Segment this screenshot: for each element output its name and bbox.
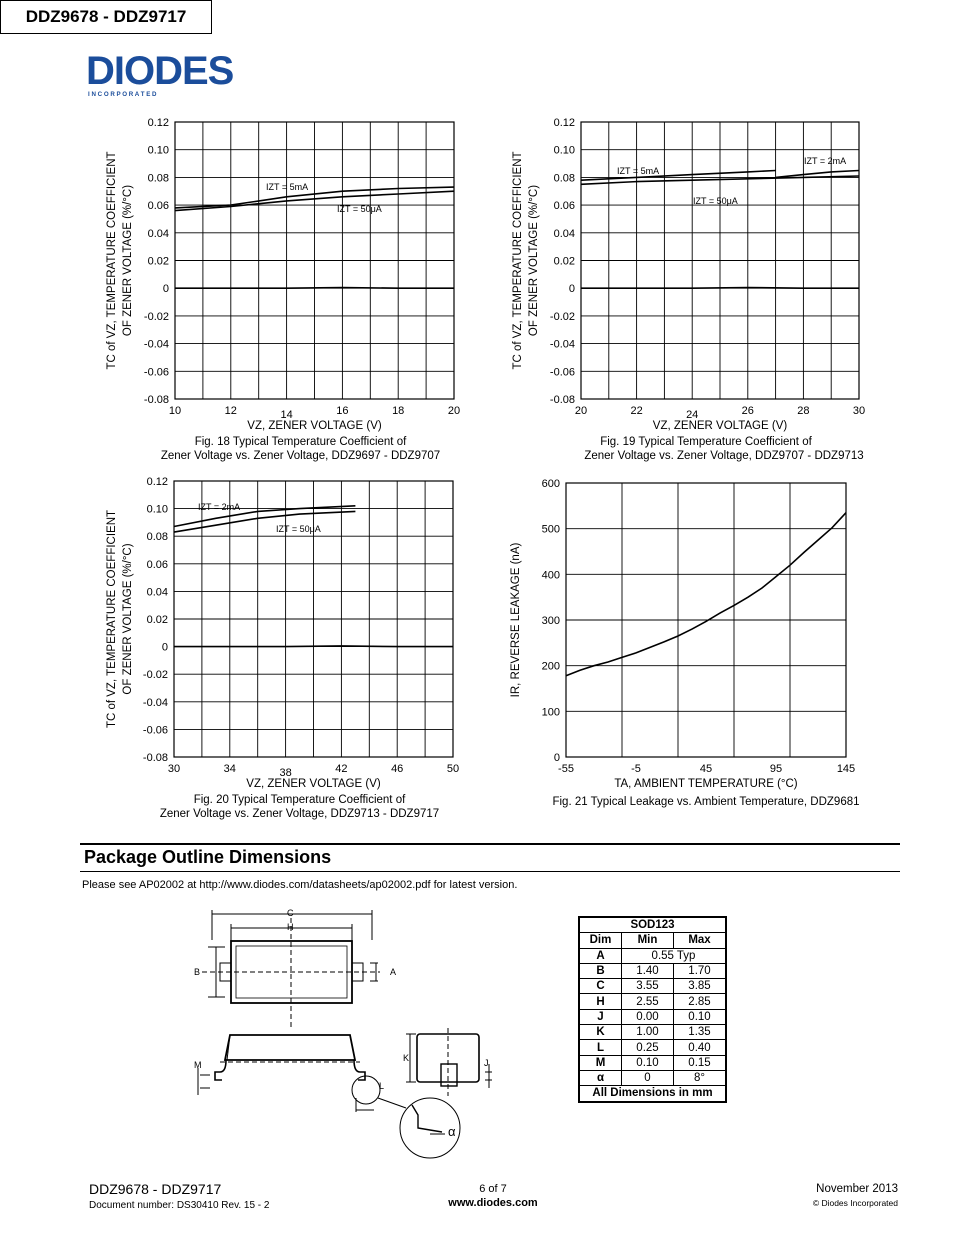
chart-ytick-label: 100 <box>541 706 560 719</box>
table-cell-max: 0.10 <box>674 1009 727 1024</box>
chart-ylabel-line1: TC of VZ, TEMPERATURE COEFFICIENT <box>512 151 524 370</box>
chart-xtick-label: 30 <box>167 763 181 775</box>
chart-ylabel-line1: TC of VZ, TEMPERATURE COEFFICIENT <box>106 509 118 729</box>
chart-ytick-label: 300 <box>541 615 560 627</box>
table-row <box>579 994 726 1009</box>
table-cell-dim: J <box>579 1009 622 1024</box>
chart-ytick-label: 0.04 <box>147 227 169 240</box>
table-cell-dim: L <box>579 1040 622 1055</box>
table-header-min: Min <box>622 933 674 948</box>
chart-ytick-label: 0.04 <box>553 227 575 240</box>
table-row <box>579 948 726 963</box>
package-drawing <box>180 900 510 1170</box>
chart-ylabel-line2: OF ZENER VOLTAGE (%/°C) <box>122 184 134 337</box>
chart-xtick-label: 95 <box>769 763 783 775</box>
table-cell-min: 0.25 <box>622 1040 674 1055</box>
chart-ytick-label: 0.10 <box>147 144 169 157</box>
chart-ytick-label: -0.08 <box>549 394 575 406</box>
chart-xtick-label: -55 <box>558 763 574 775</box>
chart-xtick-label: 20 <box>447 405 461 417</box>
chart-xtick-label: 22 <box>630 405 643 417</box>
chart-ytick-label: -0.06 <box>549 366 575 379</box>
chart-series-line <box>566 513 846 676</box>
logo-subtext: I N C O R P O R A T E D <box>88 91 157 98</box>
section-rule-top <box>80 843 900 845</box>
table-cell-dim: C <box>579 979 622 994</box>
part-range-box: DDZ9678 - DDZ9717 <box>0 0 212 34</box>
dim-m-label: M <box>194 1060 202 1070</box>
footer-copyright: © Diodes Incorporated <box>812 1198 898 1208</box>
table-cell-max: 0.40 <box>674 1040 727 1055</box>
chart-ytick-label: 0 <box>162 283 169 296</box>
footer-part: DDZ9678 - DDZ9717 <box>89 1181 222 1197</box>
table-header-dim: Dim <box>579 933 622 948</box>
table-cell-min: 2.55 <box>622 994 674 1009</box>
footer-docnum: Document number: DS30410 Rev. 15 - 2 <box>89 1200 270 1211</box>
footer-date: November 2013 <box>816 1183 898 1195</box>
table-row <box>579 1025 726 1040</box>
chart-ytick-label: 0.06 <box>553 200 575 213</box>
chart-series-line <box>581 288 859 289</box>
chart-xtick-label: -5 <box>631 763 641 775</box>
chart-xtick-label: 50 <box>446 763 460 775</box>
dim-h-label: H <box>287 922 294 932</box>
chart-ylabel-line2: OF ZENER VOLTAGE (%/°C) <box>122 543 134 695</box>
table-cell-max: 1.70 <box>674 963 727 978</box>
chart-caption-line1: Fig. 21 Typical Leakage vs. Ambient Temperature, DDZ9681 <box>552 796 860 808</box>
table-cell-dim: B <box>579 963 622 978</box>
chart-series-annotation: IZT = 50μA <box>693 196 738 206</box>
chart-xtick-label: 12 <box>224 405 237 417</box>
chart-series-annotation: IZT = 50μA <box>337 204 382 214</box>
chart-ytick-label: -0.02 <box>549 310 575 323</box>
chart-ytick-label: 200 <box>541 660 560 673</box>
chart-ytick-label: 400 <box>541 569 560 582</box>
table-cell-max: 8° <box>674 1070 727 1085</box>
dim-alpha-label: α <box>448 1124 456 1139</box>
chart-xtick-label: 30 <box>852 405 866 417</box>
chart-series-annotation: IZT = 2mA <box>198 502 241 512</box>
table-cell-min: 0 <box>622 1070 674 1085</box>
chart-ytick-label: 0.10 <box>146 503 168 516</box>
chart-series-annotation: IZT = 5mA <box>266 182 309 192</box>
chart-ytick-label: -0.06 <box>142 724 168 737</box>
table-row <box>579 1055 726 1070</box>
chart-ytick-label: 0.02 <box>147 255 169 268</box>
chart-xtick-label: 28 <box>797 405 810 417</box>
chart-ytick-label: 0.08 <box>553 172 575 185</box>
chart-ytick-label: 0.06 <box>146 558 168 571</box>
table-cell-min: 0.10 <box>622 1055 674 1070</box>
section-rule-bottom <box>80 871 900 872</box>
table-footer: All Dimensions in mm <box>579 1086 726 1102</box>
table-row <box>579 963 726 978</box>
chart-ytick-label: -0.02 <box>142 669 168 682</box>
chart-caption-line1: Fig. 19 Typical Temperature Coefficient of <box>600 436 812 448</box>
chart-xtick-label: 24 <box>686 409 699 421</box>
dim-l-label: L <box>379 1081 385 1091</box>
chart-xtick-label: 14 <box>280 409 293 421</box>
table-title: SOD123 <box>579 917 726 933</box>
table-cell-max: 3.85 <box>674 979 727 994</box>
chart-ytick-label: 0.08 <box>146 531 168 544</box>
footer-url[interactable]: www.diodes.com <box>448 1197 538 1209</box>
chart-xtick-label: 42 <box>335 763 348 775</box>
chart-ylabel-line1: TC of VZ, TEMPERATURE COEFFICIENT <box>106 151 118 370</box>
section-note: Please see AP02002 at http://www.diodes.com/datasheets/ap02002.pdf for latest version. <box>82 879 518 891</box>
chart-ytick-label: 600 <box>541 478 560 490</box>
dim-a-label: A <box>390 967 397 977</box>
chart-series-annotation: IZT = 50μA <box>276 524 321 534</box>
chart-ytick-label: -0.08 <box>142 752 168 764</box>
chart-xtick-label: 38 <box>279 767 292 779</box>
table-cell-min: 1.40 <box>622 963 674 978</box>
chart-caption-line2: Zener Voltage vs. Zener Voltage, DDZ9713 - DDZ9717 <box>159 808 440 820</box>
dim-j-label: J <box>484 1058 489 1068</box>
dimensions-table <box>578 916 727 1103</box>
chart-xtick-label: 16 <box>336 405 349 417</box>
chart-series-line <box>174 646 453 647</box>
chart-ytick-label: -0.04 <box>142 696 168 709</box>
chart-xtick-label: 10 <box>168 405 182 417</box>
chart-caption-line1: Fig. 18 Typical Temperature Coefficient of <box>194 436 407 448</box>
chart-xlabel: VZ, ZENER VOLTAGE (V) <box>246 778 381 790</box>
chart-xtick-label: 18 <box>392 405 405 417</box>
chart-ytick-label: -0.06 <box>143 366 169 379</box>
chart-xtick-label: 45 <box>699 763 713 775</box>
chart-caption-line1: Fig. 20 Typical Temperature Coefficient of <box>193 794 406 806</box>
chart-xlabel: VZ, ZENER VOLTAGE (V) <box>247 420 382 432</box>
table-cell-typ: 0.55 Typ <box>622 948 727 963</box>
chart-xtick-label: 20 <box>574 405 588 417</box>
table-row <box>579 1040 726 1055</box>
chart-series-annotation: IZT = 2mA <box>804 156 847 166</box>
chart-ytick-label: 0.12 <box>147 117 169 129</box>
table-row <box>579 979 726 994</box>
logo-text: DIODES <box>86 50 234 93</box>
table-cell-dim: K <box>579 1025 622 1040</box>
chart-ytick-label: 0 <box>553 752 560 764</box>
footer-page: 6 of 7 <box>479 1183 507 1195</box>
dim-b-label: B <box>194 967 201 977</box>
chart-ytick-label: 0.02 <box>553 255 575 268</box>
chart-ytick-label: -0.04 <box>143 338 169 351</box>
chart-xlabel: VZ, ZENER VOLTAGE (V) <box>652 420 788 432</box>
table-row <box>579 1009 726 1024</box>
chart-ytick-label: 500 <box>541 523 560 536</box>
table-cell-min: 1.00 <box>622 1025 674 1040</box>
table-cell-max: 2.85 <box>674 994 727 1009</box>
table-cell-dim: H <box>579 994 622 1009</box>
table-cell-min: 0.00 <box>622 1009 674 1024</box>
table-header-max: Max <box>674 933 727 948</box>
table-cell-dim: M <box>579 1055 622 1070</box>
table-cell-dim: α <box>579 1070 622 1085</box>
chart-caption-line2: Zener Voltage vs. Zener Voltage, DDZ9707 - DDZ9713 <box>584 450 864 462</box>
chart-ytick-label: 0.12 <box>553 117 575 129</box>
chart-ytick-label: 0 <box>161 641 168 654</box>
table-cell-dim: A <box>579 948 622 963</box>
table-cell-min: 3.55 <box>622 979 674 994</box>
chart-ylabel-line1: IR, REVERSE LEAKAGE (nA) <box>510 542 522 698</box>
chart-xtick-label: 46 <box>391 763 404 775</box>
chart-ylabel-line2: OF ZENER VOLTAGE (%/°C) <box>528 184 540 337</box>
chart-xtick-label: 145 <box>836 763 856 775</box>
chart-ytick-label: 0.12 <box>146 476 168 488</box>
chart-ytick-label: -0.08 <box>143 394 169 406</box>
dim-c-label: C <box>287 908 294 918</box>
chart-ytick-label: -0.02 <box>143 310 169 323</box>
table-row <box>579 1070 726 1085</box>
chart-caption-line2: Zener Voltage vs. Zener Voltage, DDZ9697 - DDZ9707 <box>160 450 441 462</box>
chart-ytick-label: 0 <box>568 283 575 296</box>
chart-xtick-label: 34 <box>223 763 236 775</box>
chart-ytick-label: 0.06 <box>147 200 169 213</box>
section-title: Package Outline Dimensions <box>84 847 332 867</box>
chart-xtick-label: 26 <box>741 405 754 417</box>
chart-xlabel: TA, AMBIENT TEMPERATURE (°C) <box>614 778 798 790</box>
chart-series-annotation: IZT = 5mA <box>617 166 660 176</box>
chart-ytick-label: 0.04 <box>146 586 168 599</box>
table-cell-max: 0.15 <box>674 1055 727 1070</box>
chart-series-line <box>175 288 454 289</box>
chart-ytick-label: 0.02 <box>146 614 168 626</box>
table-cell-max: 1.35 <box>674 1025 727 1040</box>
chart-ytick-label: 0.10 <box>553 144 575 157</box>
chart-ytick-label: -0.04 <box>549 338 575 351</box>
dim-k-label: K <box>403 1053 410 1063</box>
chart-ytick-label: 0.08 <box>147 172 169 185</box>
